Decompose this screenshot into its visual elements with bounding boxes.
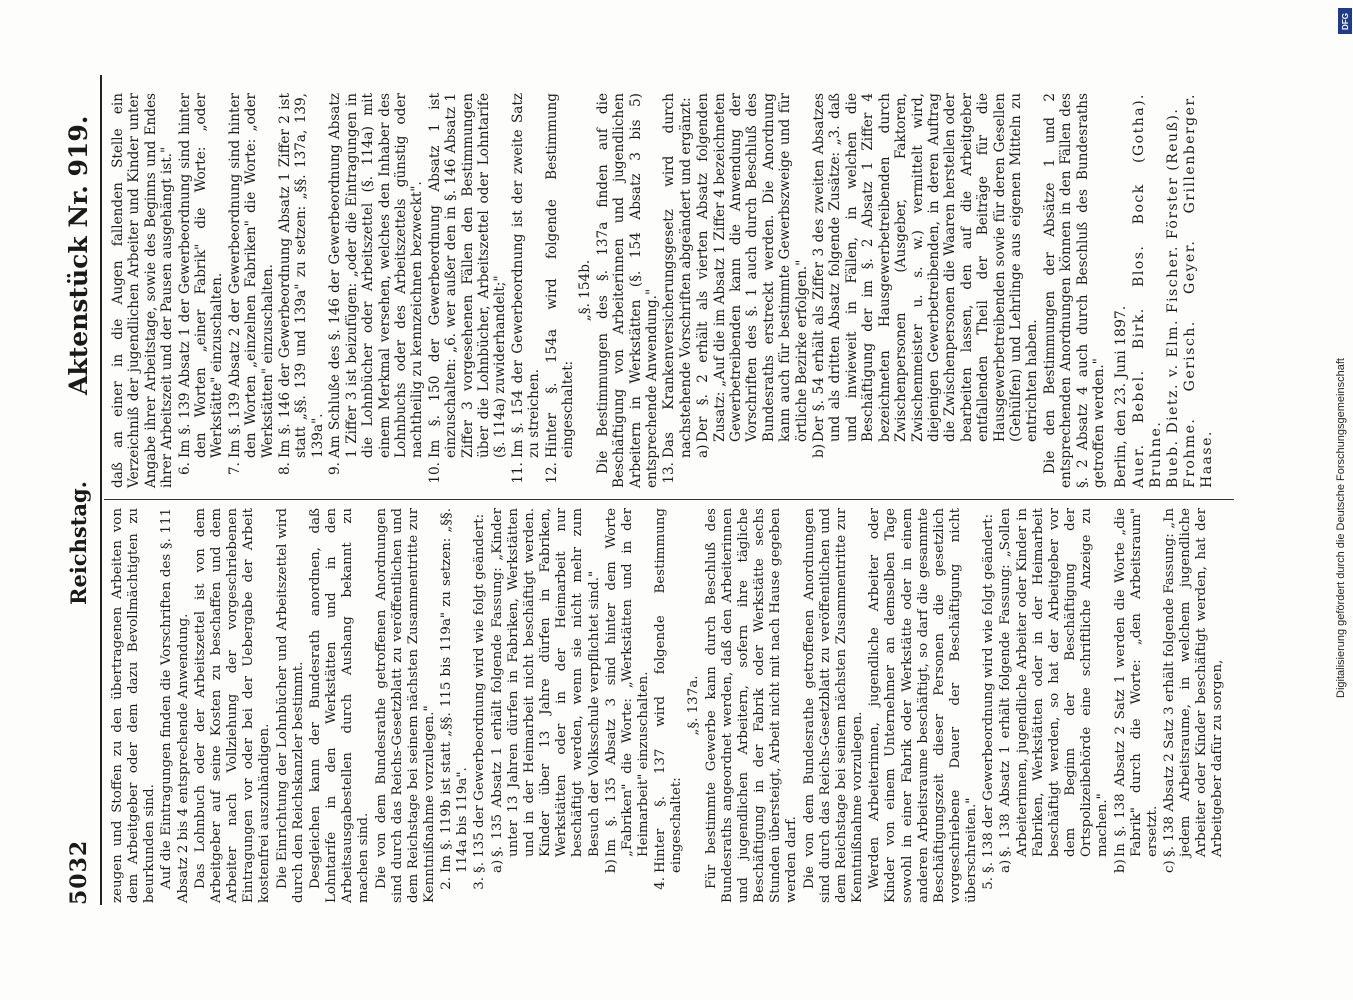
funding-note: [1335, 8, 1353, 998]
numbered-item: [277, 93, 326, 488]
numbered-item: [653, 508, 685, 903]
right-column: [110, 93, 1216, 488]
sub-item-label: b): [1112, 859, 1128, 873]
sub-item-label: b): [811, 443, 828, 458]
dfg-logo-text: DFG: [1340, 12, 1350, 30]
paragraph: daß an einer in die Augen fallenden Stelle ein Verzeichniß der jugendlichen Arbeiter und Kinder unter Angabe ihrer Arbeitstage, sowie des Beginns und Endes ihrer Arbeitszeit und der Pausen ausgehängt ist.": [110, 93, 176, 488]
sub-item-text: §. 138 Absatz 2 Satz 3 erhält folgende Fassung: „In jedem Arbeitsraume, in welchem jugendliche Arbeiter oder Kinder beschäftigt werden, hat der Arbeitgeber dafür zu sorgen,: [1162, 508, 1226, 857]
item-text: Im §. 119b ist statt „§§. 115 bis 119a" zu setzen: „§§. 114a bis 119a".: [439, 508, 471, 873]
dfg-logo: [1338, 8, 1352, 34]
sub-item-text: Der §. 54 erhält als Ziffer 3 des zweiten Absatzes und als dritten Absatz folgende Zusätze: „3. daß und inwieweit in Fällen, in welchen die Beschäftigung der im §. 2 Absatz 1 Ziffer 4 bezeichneten Hausgewerbetreibenden durch Zwischenpersonen (Ausgeber, Faktoren, Zwischenmeister u. s. w.) vermittelt wird, diejenigen Gewerbetreibenden, in deren Auftrag die Zwischenpersonen die Waaren herstellen oder bearbeiten lassen, den auf die Arbeitgeber entfallenden Theil der Beiträge für die Hausgewerbetreibenden sowie für deren Gesellen (Gehülfen) und Lehrlinge aus eigenen Mitteln zu entrichten haben.: [811, 93, 1041, 442]
numbered-item: [327, 93, 425, 488]
numbered-item: [981, 508, 997, 903]
paragraph: Die von dem Bundesrathe getroffenen Anordnungen sind durch das Reichs-Gesetzblatt zu veröffentlichen und dem Reichstage bei seinem nächsten Zusammentritte zur Kenntnißnahme vorzulegen.": [373, 508, 437, 903]
section-heading: „§. 154b.: [577, 259, 594, 322]
sub-item: [811, 93, 1041, 488]
item-number: 10.: [426, 462, 443, 484]
item-text: Im §. 139 Absatz 1 der Gewerbeordnung sind hinter den Worten „einer Fabrik" die Worte: „oder Werkstätte" einzuschalten.: [176, 93, 226, 458]
item-number: 12.: [543, 462, 560, 484]
numbered-item: [427, 93, 509, 488]
item-number: 13.: [661, 462, 678, 484]
numbered-item: [439, 508, 471, 903]
numbered-item: [544, 93, 577, 488]
item-text: Im §. 150 der Gewerbeordnung Absatz 1 ist einzuschalten: „6. wer außer den in §. 146 Absatz 1 Ziffer 3 vorgesehenen Fällen den Bestimmungen über die Lohnbücher, Arbeitszettel oder Lohntarife (§. 114a) zuwiderhandelt;": [426, 93, 509, 458]
paragraph: zeugen und Stoffen zu den übertragenen Arbeiten von dem Arbeitgeber oder dem dazu Bevollmächtigten zu beurkunden sind.: [110, 508, 158, 903]
sub-item: [695, 93, 810, 488]
column-rule: [104, 499, 1234, 500]
paragraph: Die den Bestimmungen der Absätze 1 und 2 entsprechenden Anordnungen können in den Fällen des §. 2 Absatz 4 auch durch Beschluß des Bundesraths getroffen werden.": [1041, 93, 1107, 488]
item-number: 9.: [327, 462, 344, 475]
sub-item: [604, 508, 652, 903]
item-text: Im §. 154 der Gewerbeordnung ist der zweite Satz zu streichen.: [509, 93, 543, 458]
section-heading: „§. 137a.: [686, 675, 702, 736]
paragraph: Für bestimmte Gewerbe kann durch Beschluß des Bundesraths angeordnet werden, daß den Arbeiterinnen und jugendlichen Arbeitern, sofern ihre tägliche Beschäftigung in der Fabrik oder Werkstätte sechs Stunden übersteigt, Arbeit nicht mit nach Hause gegeben werden darf.: [703, 508, 800, 903]
sub-item-text: Der §. 2 erhält als vierten Absatz folgenden Zusatz: „Auf die im Absatz 1 Ziffer 4 bezeichneten Gewerbetreibenden kann die Anwendung der Vorschriften des §. 1 auch durch Beschluß des Bundesraths erstreckt werden. Die Anordnung kann auch für bestimmte Gewerbszweige und für örtliche Bezirke erfolgen.": [695, 93, 810, 442]
numbered-item: [510, 93, 543, 488]
sub-item-label: a): [695, 444, 712, 458]
item-number: 6.: [176, 462, 193, 475]
place-date: Berlin, den 23. Juni 1897.: [1113, 305, 1130, 488]
sub-item-text: §. 135 Absatz 1 erhält folgende Fassung: „Kinder unter 13 Jahren dürfen in Fabriken, Werkstätten und in der Heimarbeit nicht beschäftigt werden. Kinder über 13 Jahre dürfen in Fabriken, Werkstätten oder in der Heimarbeit nur beschäftigt werden, wenn sie nicht mehr zum Besuch der Volksschule verpflichtet sind.": [489, 508, 602, 857]
numbered-item: [661, 93, 694, 488]
sub-item-label: a): [489, 859, 505, 873]
paragraph: Die von dem Bundesrathe getroffenen Anordnungen sind durch das Reichs-Gesetzblatt zu veröffentlichen und dem Reichstage bei seinem nächsten Zusammentritte zur Kenntnißnahme vorzulegen.: [801, 508, 866, 903]
sub-item: [490, 508, 603, 903]
closing-block: [1113, 93, 1216, 488]
item-number: 5.: [981, 877, 997, 890]
numbered-item: [227, 93, 276, 488]
sub-item-text: In §. 138 Absatz 2 Satz 1 werden die Worte „die Fabrik" durch die Worte: „den Arbeitsraum" ersetzt.: [1112, 508, 1160, 857]
funding-note-text: Digitalisierung gefördert durch die Deutsche Forschungsgemeinschaft: [1335, 358, 1347, 698]
paragraph: Auf die Eintragungen finden die Vorschriften des §. 111 Absatz 2 bis 4 entsprechende Anwendung.: [159, 508, 191, 903]
item-number: 8.: [277, 462, 294, 475]
item-text: §. 135 der Gewerbeordnung wird wie folgt geändert:: [472, 513, 488, 873]
right-items: [110, 93, 1107, 488]
item-text: Im §. 146 der Gewerbeordnung Absatz 1 Ziffer 2 ist statt „§§. 139 und 139a" zu setzen: „§§. 137a, 139, 139a".: [277, 93, 326, 458]
sub-item: [1113, 508, 1161, 903]
running-head-left: Reichstag.: [66, 481, 91, 605]
item-number: 4.: [653, 877, 669, 890]
item-text: Am Schluße des §. 146 der Gewerbeordnung Absatz 1 Ziffer 3 ist beizufügen: „oder die Eintragungen in die Lohnbücher oder Arbeitszettel (§. 114a) mit einem Merkmal versehen, welches den Inhaber des Lohnbuchs oder des Arbeitszettels günstig oder nachtheilig zu kennzeichnen bezweckt".: [327, 93, 426, 458]
sub-item-label: a): [998, 859, 1014, 873]
item-text: Hinter §. 137 wird folgende Bestimmung eingeschaltet:: [653, 508, 685, 873]
left-column: [110, 508, 1228, 903]
item-text: Im §. 139 Absatz 2 der Gewerbeordnung sind hinter den Worten „einzelnen Fabriken" die Worte: „oder Werkstätten" einzuschalten.: [226, 93, 276, 458]
item-number: 2.: [439, 877, 455, 890]
sub-item-label: b): [603, 859, 619, 873]
sub-item: [1162, 508, 1227, 903]
paragraph: Das Lohnbuch oder der Arbeitszettel ist von dem Arbeitgeber auf seine Kosten zu beschaffen und dem Arbeiter nach Vollziehung der vorgeschriebenen Eintragungen vor oder bei der Uebergabe der Arbeit kostenfrei auszuhändigen.: [192, 508, 273, 903]
item-text: §. 138 der Gewerbeordnung wird wie folgt geändert:: [981, 513, 997, 873]
item-number: 11.: [509, 462, 526, 484]
sub-item: [998, 508, 1111, 903]
signatory-line: Auer. Bebel. Birk. Blos. Bock (Gotha). Bruhne.: [1131, 93, 1165, 488]
paragraph: Die Einrichtung der Lohnbücher und Arbeitszettel wird durch den Reichskanzler bestimmt.: [274, 508, 306, 903]
sub-item-text: §. 138 Absatz 1 erhält folgende Fassung: „Sollen Arbeiterinnen, jugendliche Arbeiter oder Kinder in Fabriken, Werkstätten oder in der Heimarbeit beschäftigt werden, so hat der Arbeitgeber vor dem Beginn der Beschäftigung der Ortspolizeibehörde eine schriftliche Anzeige zu machen.": [998, 508, 1111, 857]
paragraph: Desgleichen kann der Bundesrath anordnen, daß Lohntarife in den Werkstätten und in den Arbeitsausgabestellen durch Aushang bekannt zu machen sind.: [307, 508, 372, 903]
header-rule: [100, 75, 102, 905]
numbered-item: [472, 508, 488, 903]
item-text: Das Krankenversicherungsgesetz wird durch nachstehende Vorschriften abgeändert und ergänzt:: [661, 93, 694, 458]
signatory-line: Bueb. Dietz. v. Elm. Fischer. Förster (Reuß).: [1165, 107, 1182, 488]
item-text: Hinter §. 154a wird folgende Bestimmung eingeschaltet:: [543, 93, 576, 458]
sub-item-label: c): [1162, 860, 1177, 873]
item-number: 3.: [472, 877, 488, 890]
numbered-item: [177, 93, 226, 488]
page-header: [60, 75, 100, 905]
running-head-right: Aktenstück Nr. 919.: [64, 115, 93, 395]
paragraph: Werden Arbeiterinnen, jugendliche Arbeiter oder Kinder von einem Unternehmer an demselben Tage sowohl in einer Fabrik oder Werkstätte oder in einem anderen Arbeitsraume beschäftigt, so darf die gesammte Beschäftigungszeit dieser Personen die gesetzlich vorgeschriebene Dauer der Beschäftigung nicht überschreiten.": [867, 508, 980, 903]
item-number: 7.: [226, 462, 243, 475]
paragraph: Die Bestimmungen des §. 137a finden auf die Beschäftigung von Arbeiterinnen und jugendlichen Arbeitern in Werkstätten (§. 154 Absatz 3 bis 5) entsprechende Anwendung.": [594, 93, 660, 488]
left-items: [439, 508, 1227, 903]
signatory-line: Frohme. Gerisch. Geyer. Grillenberger. Haase.: [1182, 93, 1216, 488]
sub-item-text: Im §. 135 Absatz 3 sind hinter dem Worte „Fabriken" die Worte: „Werkstätten und in der Heimarbeit" einzuschalten.: [603, 508, 651, 857]
page-number: 5032: [66, 839, 92, 905]
